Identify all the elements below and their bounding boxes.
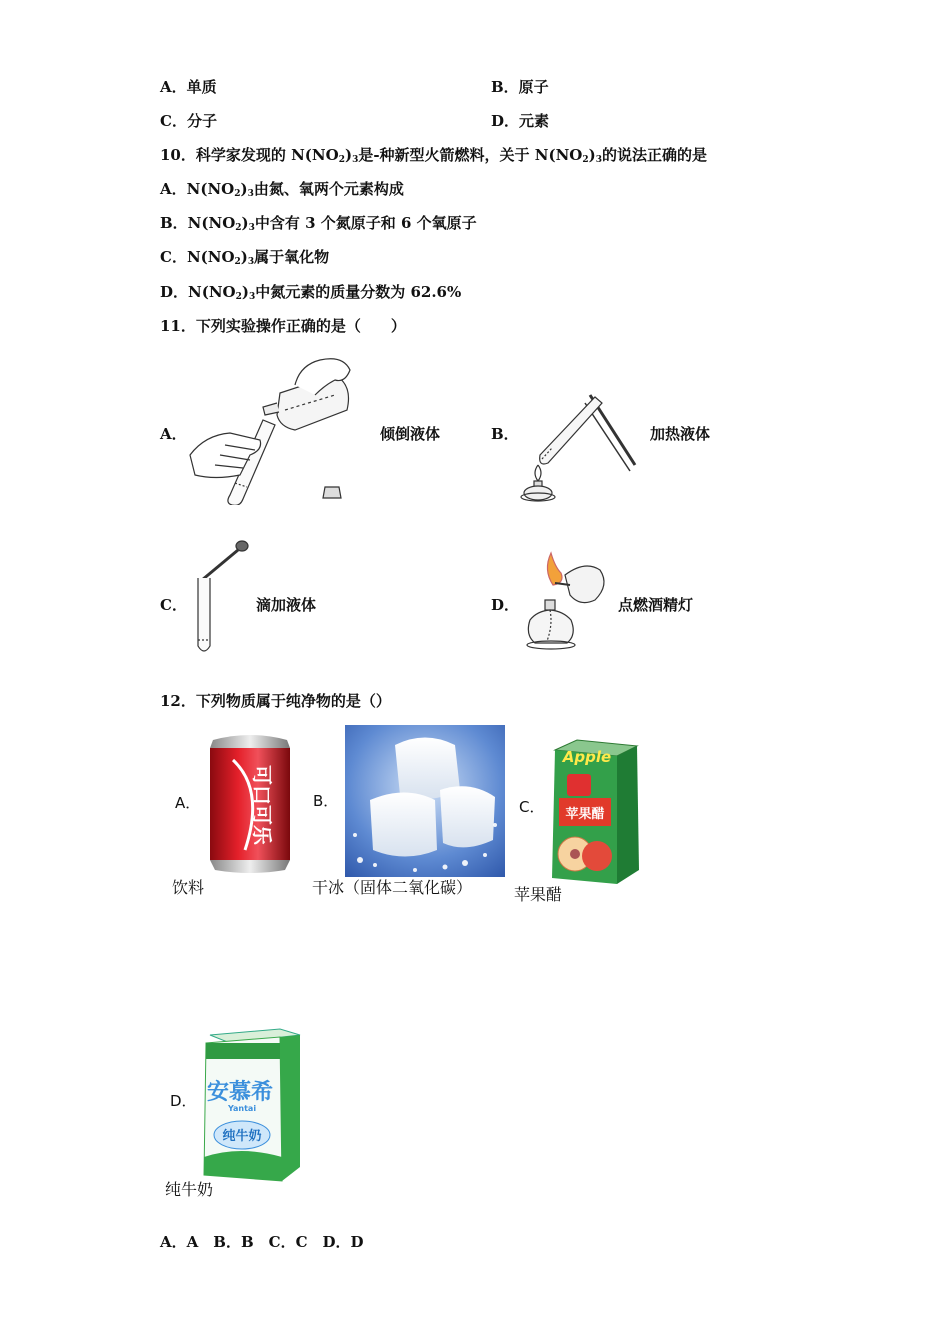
q10-option-a: A．$N(NO_2)_3$由氮、氧两个元素构成	[160, 180, 404, 199]
q12-answer-options: A．A B．B C．C D．D	[160, 1233, 364, 1251]
dry-ice-image	[345, 725, 505, 877]
q11-a-caption: 倾倒液体	[380, 425, 441, 443]
q10-stem: 10．科学家发现的 $N(NO_2)_3$是-种新型火箭燃料，关于 $N(NO_2)_3$的说法正确的是	[160, 146, 708, 165]
q11-b-caption: 加热液体	[650, 425, 711, 443]
q11-stem: 11．下列实验操作正确的是（ ）	[160, 317, 406, 335]
q11-d-caption: 点燃酒精灯	[618, 596, 694, 614]
heating-liquid-figure	[520, 385, 640, 503]
q12-c-caption: 苹果醋	[514, 885, 563, 904]
milk-brand-en-text: Yantai	[227, 1104, 257, 1113]
apple-vinegar-carton-image	[547, 738, 642, 886]
q12-d-letter: D．	[170, 1092, 197, 1110]
q11-c-letter: C．	[160, 596, 187, 614]
milk-label-text: 纯牛奶	[222, 1129, 262, 1144]
q10-option-b: B．$N(NO_2)_3$中含有 3 个氮原子和 6 个氧原子	[160, 214, 477, 233]
pure-milk-carton-image	[200, 1025, 305, 1183]
q12-b-caption: 干冰（固体二氧化碳）	[312, 878, 473, 897]
q10-option-d: D．$N(NO_2)_3$中氮元素的质量分数为 62.6%	[160, 283, 462, 302]
q9-option-d: D．元素	[491, 112, 550, 130]
q11-b-letter: B．	[491, 425, 519, 443]
cola-brand-text: 可口可乐	[250, 765, 274, 845]
q11-d-letter: D．	[491, 596, 520, 614]
pouring-liquid-figure	[185, 355, 360, 505]
q12-a-caption: 饮料	[172, 878, 205, 897]
q12-stem: 12．下列物质属于纯净物的是（）	[160, 692, 391, 710]
dropping-liquid-figure	[190, 538, 250, 658]
q9-option-c: C．分子	[160, 112, 217, 130]
q12-a-letter: A．	[175, 794, 201, 812]
q11-c-caption: 滴加液体	[256, 596, 317, 614]
q12-c-letter: C．	[519, 798, 545, 816]
q10-option-c: C．$N(NO_2)_3$属于氧化物	[160, 248, 330, 267]
q9-option-b: B．原子	[491, 78, 549, 96]
q12-b-letter: B．	[313, 792, 339, 810]
q12-d-caption: 纯牛奶	[165, 1180, 214, 1199]
lighting-alcohol-lamp-figure	[515, 545, 615, 655]
milk-brand-text: 安慕希	[206, 1080, 274, 1105]
cola-can-image	[205, 730, 295, 876]
q9-option-a: A．单质	[160, 78, 217, 96]
apple-brand-text: Apple	[562, 748, 612, 766]
apple-label-text: 苹果醋	[565, 807, 605, 822]
q11-a-letter: A．	[160, 425, 187, 443]
